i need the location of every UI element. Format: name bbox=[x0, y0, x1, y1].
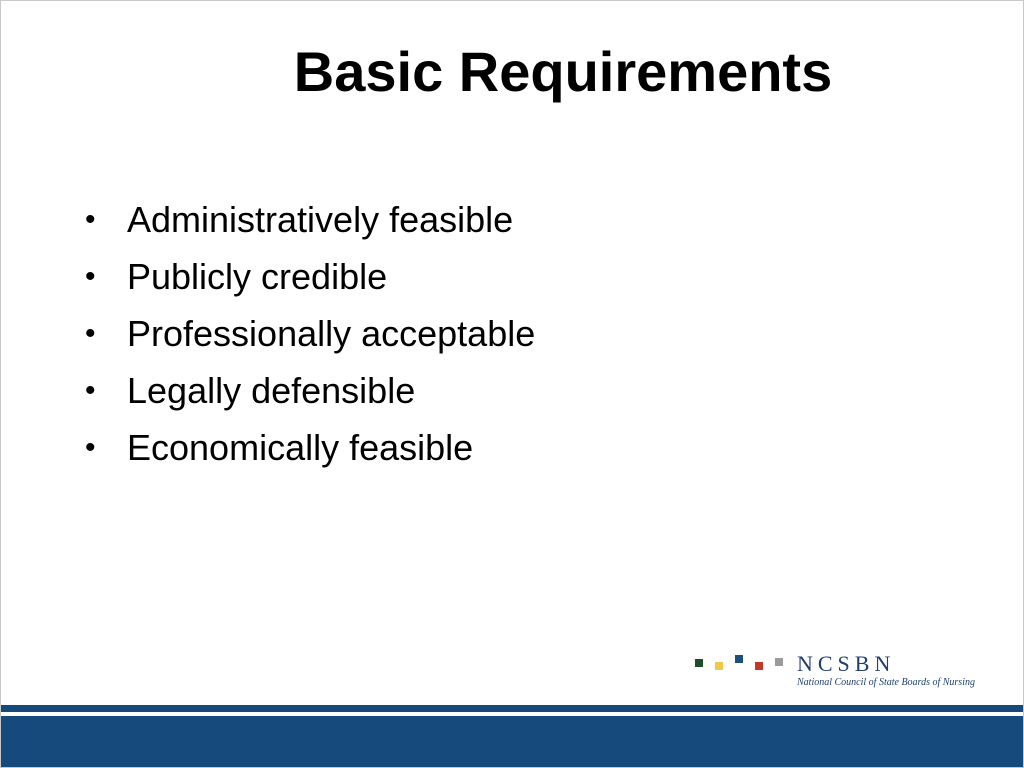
logo-square-2 bbox=[715, 662, 723, 670]
bullet-symbol: • bbox=[85, 374, 96, 407]
logo-square-5 bbox=[775, 658, 783, 666]
slide-title: Basic Requirements bbox=[293, 40, 833, 103]
bullet-text: Professionally acceptable bbox=[127, 313, 536, 354]
logo-square-1 bbox=[695, 659, 703, 667]
logo-square-3 bbox=[735, 655, 743, 663]
logo-tagline: National Council of State Boards of Nursing bbox=[797, 677, 975, 688]
ncsbn-logo bbox=[693, 653, 983, 693]
bullet-text: Economically feasible bbox=[127, 427, 474, 468]
bullet-symbol: • bbox=[85, 260, 96, 293]
bullet-symbol: • bbox=[85, 203, 96, 236]
bullet-symbol: • bbox=[85, 317, 96, 350]
bullet-text: Administratively feasible bbox=[127, 199, 514, 240]
logo-name: NCSBN bbox=[797, 651, 896, 676]
footer-divider bbox=[1, 712, 1024, 716]
logo-squares-icon bbox=[693, 653, 793, 673]
bullet-text: Legally defensible bbox=[127, 370, 416, 411]
bullet-text: Publicly credible bbox=[127, 256, 388, 297]
logo-square-4 bbox=[755, 662, 763, 670]
bullet-symbol: • bbox=[85, 431, 96, 464]
